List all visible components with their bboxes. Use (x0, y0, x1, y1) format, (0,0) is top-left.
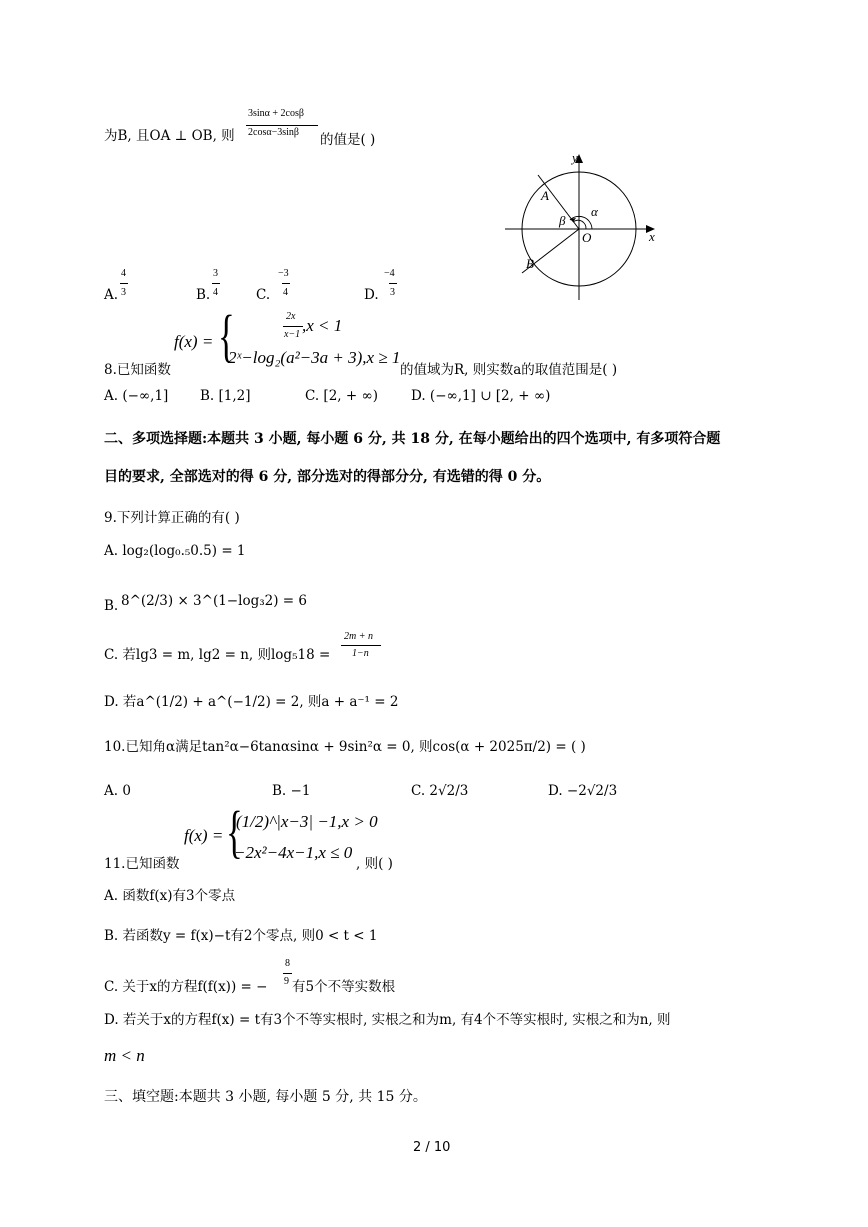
q10-option-b: B. −1 (272, 783, 311, 799)
q8-case1-cond: ,x < 1 (302, 316, 343, 335)
figure-x-label: x (649, 229, 655, 244)
q11-option-a: A. 函数f(x)有3个零点 (104, 888, 236, 904)
q7-option-d-label: D. (364, 287, 379, 303)
q7-option-c-bar (282, 283, 290, 284)
q11-case1: (1/2)^|x−3| −1,x > 0 (236, 812, 378, 831)
q7-option-c-num: −3 (278, 268, 289, 279)
q8-option-b: B. [1,2] (200, 388, 251, 404)
q7-option-c-label: C. (256, 287, 271, 303)
q7-option-a-num: 4 (121, 268, 126, 279)
q8-option-d: D. (−∞,1] ∪ [2, + ∞) (411, 388, 551, 404)
q7-option-d-num: −4 (384, 268, 395, 279)
q8-case1-num: 2x (286, 311, 296, 322)
q11-option-c-bar (283, 973, 292, 974)
q9-option-c-bar (341, 645, 381, 646)
q10-option-a: A. 0 (104, 783, 131, 799)
figure-point-a: A (541, 188, 549, 203)
page-number: 2 / 10 (413, 1140, 451, 1155)
q8-option-c: C. [2, + ∞) (305, 388, 378, 404)
q10-option-c: C. 2√2/3 (411, 783, 469, 799)
q10-stem: 10.已知角α满足tan²α−6tanαsinα + 9sin²α = 0, 则cos(α + 2025π/2) = ( ) (104, 739, 586, 755)
q7-option-a-label: A. (104, 287, 119, 303)
q9-stem: 9.下列计算正确的有( ) (104, 510, 240, 526)
q11-option-b: B. 若函数y = f(x)−t有2个零点, 则0 < t < 1 (104, 928, 378, 944)
q7-prefix: 为B, 且OA ⊥ OB, 则 (104, 128, 235, 144)
q11-option-d: D. 若关于x的方程f(x) = t有3个不等实根时, 实根之和为m, 有4个不等实根时, 实根之和为n, 则 (104, 1012, 671, 1028)
q8-case1-den: x−1 (284, 329, 301, 340)
q11-option-c-pre: C. 关于x的方程f(f(x)) = − (104, 979, 268, 995)
q9-option-c-num: 2m + n (344, 631, 373, 642)
q7-option-b-num: 3 (213, 268, 218, 279)
unit-circle-figure (500, 148, 670, 308)
q9-option-b-expr: 8^(2/3) × 3^(1−log₃2) = 6 (121, 593, 307, 609)
q8-case1-bar (283, 326, 303, 327)
q11-tail: , 则( ) (356, 856, 393, 872)
q11-case2: −2x²−4x−1,x ≤ 0 (234, 843, 353, 862)
q8-option-a: A. (−∞,1] (104, 388, 169, 404)
figure-beta-label: β (559, 213, 566, 228)
q11-label: 11.已知函数 (104, 856, 180, 872)
q11-option-c-num: 8 (285, 958, 290, 969)
q11-brace: { (226, 799, 243, 864)
q11-function-name: f(x) = (184, 826, 224, 845)
q9-option-c-den: 1−n (352, 648, 369, 659)
q7-option-b-label: B. (196, 287, 211, 303)
q11-option-d-line2: m < n (104, 1046, 145, 1065)
q7-option-a-den: 3 (121, 287, 126, 298)
q7-fraction-numerator: 3sinα + 2cosβ (248, 108, 304, 119)
figure-alpha-label: α (591, 204, 598, 219)
q8-function-name: f(x) = (174, 332, 214, 351)
q11-option-c-post: 有5个不等实数根 (292, 979, 396, 995)
q7-option-a-bar (120, 283, 128, 284)
q9-option-a: A. log₂(log₀.₅0.5) = 1 (104, 543, 246, 559)
q8-label: 8.已知函数 (104, 362, 171, 378)
q7-fraction-denominator: 2cosα−3sinβ (248, 127, 299, 138)
q8-suffix: 的值域为R, 则实数a的取值范围是( ) (400, 362, 618, 378)
q10-option-d: D. −2√2/3 (548, 783, 618, 799)
q7-option-d-bar (389, 283, 397, 284)
q7-option-b-den: 4 (213, 287, 218, 298)
figure-y-label: y (572, 150, 578, 165)
q7-suffix: 的值是( ) (320, 132, 376, 148)
q9-option-c-label: C. 若lg3 = m, lg2 = n, 则log₅18 = (104, 647, 331, 663)
q9-option-b-label: B. (104, 598, 119, 614)
figure-origin-label: O (582, 230, 592, 245)
section-3-heading: 三、填空题:本题共 3 小题, 每小题 5 分, 共 15 分。 (104, 1089, 427, 1105)
q8-brace: { (218, 303, 235, 368)
q11-option-c-den: 9 (284, 976, 289, 987)
q9-option-d: D. 若a^(1/2) + a^(−1/2) = 2, 则a + a⁻¹ = 2 (104, 694, 399, 710)
q7-option-d-den: 3 (390, 287, 395, 298)
figure-point-b: B (526, 256, 534, 271)
q8-case2: 2ˣ−log₂(a²−3a + 3),x ≥ 1 (228, 348, 401, 367)
section-2-heading-line1: 二、多项选择题:本题共 3 小题, 每小题 6 分, 共 18 分, 在每小题给出的四个选项中, 有多项符合题 (104, 431, 721, 447)
section-2-heading-line2: 目的要求, 全部选对的得 6 分, 部分选对的得部分分, 有选错的得 0 分。 (104, 469, 551, 485)
q7-option-c-den: 4 (283, 287, 288, 298)
q7-option-b-bar (212, 283, 220, 284)
q7-fraction-bar (246, 125, 318, 126)
